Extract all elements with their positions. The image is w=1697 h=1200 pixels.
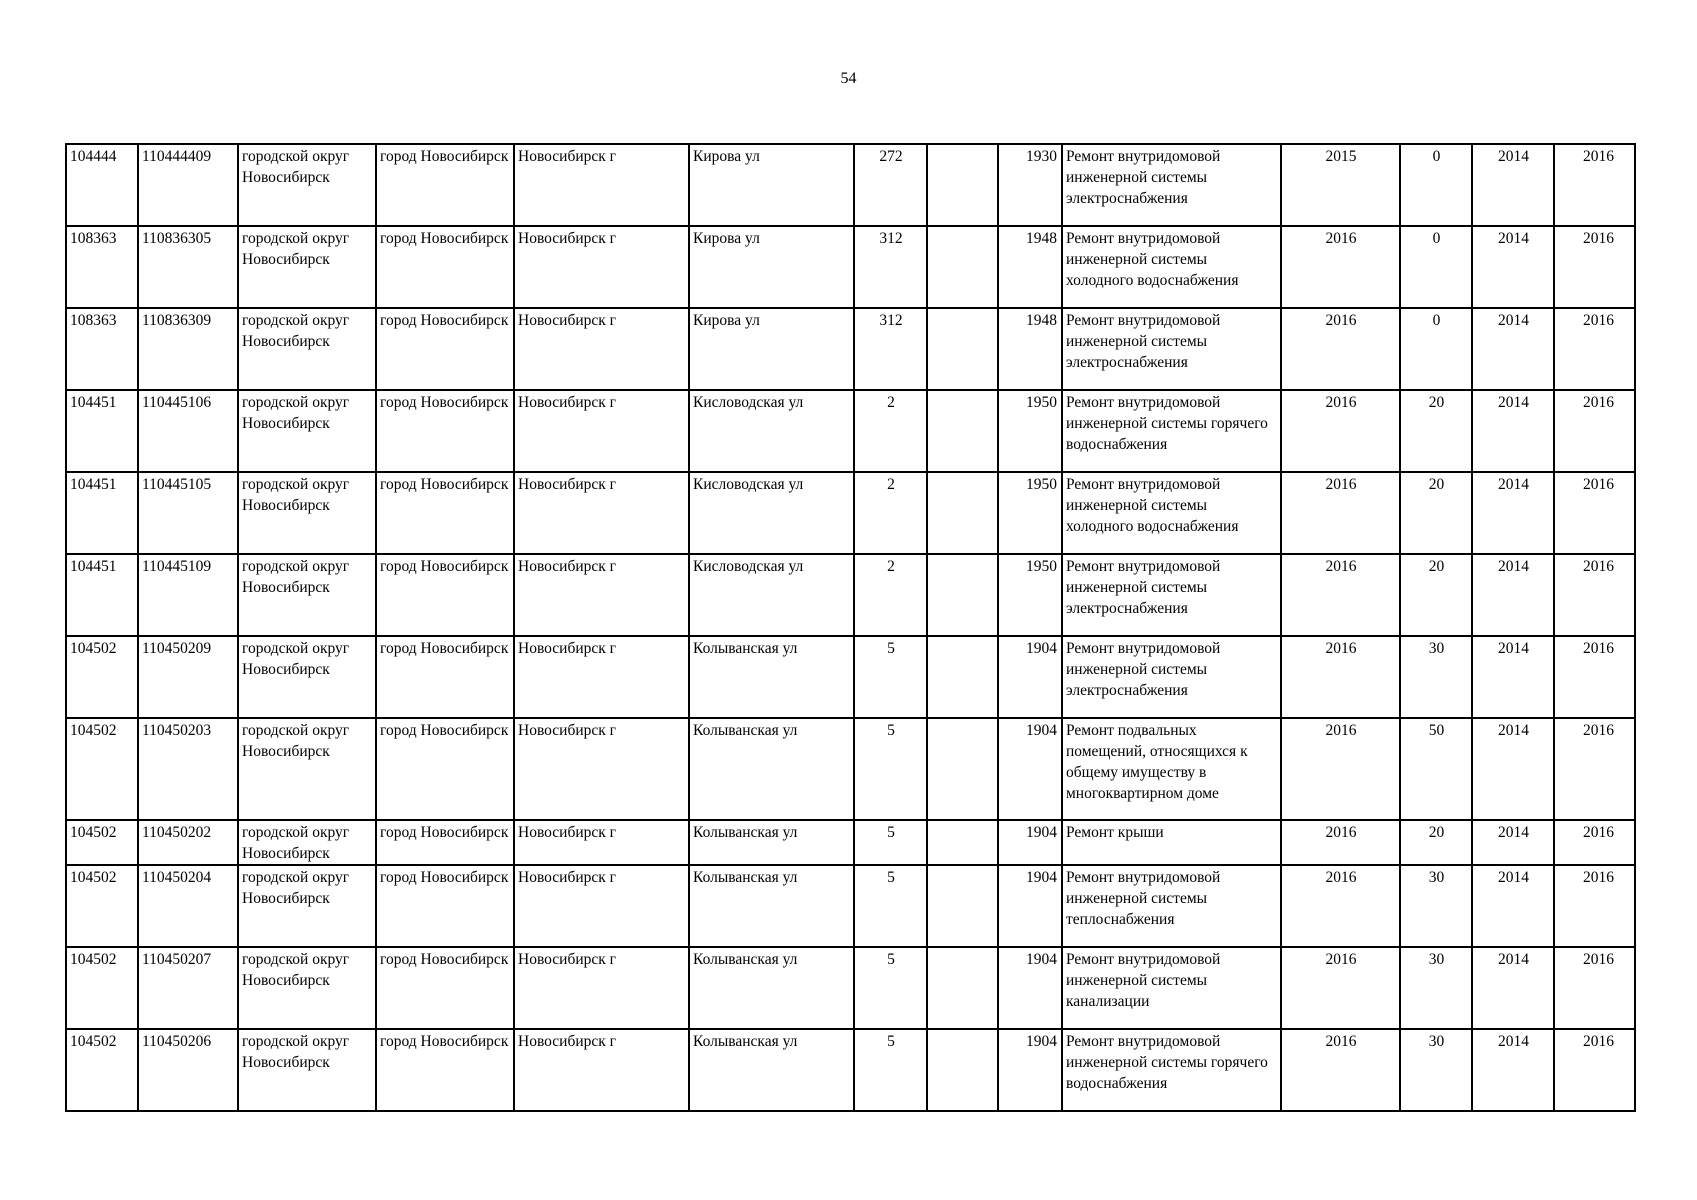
cell-year-built: 1904 xyxy=(998,865,1062,947)
cell-wear: 20 xyxy=(1400,554,1472,636)
cell-plan-year: 2016 xyxy=(1281,636,1400,718)
cell-period-end: 2016 xyxy=(1554,472,1635,554)
cell-locality: Новосибирск г xyxy=(514,308,689,390)
cell-district: городской округ Новосибирск xyxy=(238,820,376,865)
cell-house-id: 104502 xyxy=(66,865,138,947)
cell-locality: Новосибирск г xyxy=(514,144,689,226)
cell-city: город Новосибирск xyxy=(376,865,514,947)
cell-period-start: 2014 xyxy=(1472,820,1554,865)
cell-building xyxy=(927,820,998,865)
cell-district: городской округ Новосибирск xyxy=(238,947,376,1029)
cell-house-id: 104451 xyxy=(66,472,138,554)
cell-house-number: 2 xyxy=(854,390,927,472)
cell-district: городской округ Новосибирск xyxy=(238,472,376,554)
cell-city: город Новосибирск xyxy=(376,390,514,472)
cell-street: Колыванская ул xyxy=(689,718,854,820)
cell-house-id: 104502 xyxy=(66,820,138,865)
cell-district: городской округ Новосибирск xyxy=(238,554,376,636)
cell-city: город Новосибирск xyxy=(376,820,514,865)
cell-period-end: 2016 xyxy=(1554,226,1635,308)
cell-period-end: 2016 xyxy=(1554,820,1635,865)
cell-street: Кисловодская ул xyxy=(689,472,854,554)
cell-year-built: 1904 xyxy=(998,820,1062,865)
cell-work-code: 110450202 xyxy=(138,820,238,865)
cell-street: Кисловодская ул xyxy=(689,390,854,472)
cell-building xyxy=(927,554,998,636)
cell-district: городской округ Новосибирск xyxy=(238,390,376,472)
cell-district: городской округ Новосибирск xyxy=(238,865,376,947)
cell-locality: Новосибирск г xyxy=(514,947,689,1029)
cell-city: город Новосибирск xyxy=(376,226,514,308)
cell-period-end: 2016 xyxy=(1554,308,1635,390)
cell-work-code: 110836309 xyxy=(138,308,238,390)
cell-city: город Новосибирск xyxy=(376,1029,514,1111)
table-row xyxy=(66,308,1635,390)
cell-period-end: 2016 xyxy=(1554,554,1635,636)
cell-house-number: 5 xyxy=(854,636,927,718)
cell-locality: Новосибирск г xyxy=(514,226,689,308)
cell-work-type: Ремонт внутридомовой инженерной системы электроснабжения xyxy=(1062,554,1281,636)
cell-wear: 20 xyxy=(1400,472,1472,554)
cell-street: Колыванская ул xyxy=(689,820,854,865)
cell-house-id: 108363 xyxy=(66,308,138,390)
cell-house-id: 104502 xyxy=(66,947,138,1029)
cell-work-code: 110445105 xyxy=(138,472,238,554)
cell-locality: Новосибирск г xyxy=(514,865,689,947)
cell-period-end: 2016 xyxy=(1554,144,1635,226)
cell-wear: 20 xyxy=(1400,820,1472,865)
cell-district: городской округ Новосибирск xyxy=(238,718,376,820)
cell-street: Кирова ул xyxy=(689,308,854,390)
cell-work-code: 110445109 xyxy=(138,554,238,636)
cell-period-start: 2014 xyxy=(1472,226,1554,308)
cell-wear: 30 xyxy=(1400,1029,1472,1111)
cell-city: город Новосибирск xyxy=(376,472,514,554)
repair-program-table xyxy=(65,143,1636,1112)
cell-locality: Новосибирск г xyxy=(514,472,689,554)
cell-building xyxy=(927,226,998,308)
cell-period-start: 2014 xyxy=(1472,144,1554,226)
cell-building xyxy=(927,865,998,947)
cell-work-code: 110450209 xyxy=(138,636,238,718)
cell-plan-year: 2016 xyxy=(1281,1029,1400,1111)
cell-house-number: 5 xyxy=(854,865,927,947)
cell-locality: Новосибирск г xyxy=(514,636,689,718)
cell-period-start: 2014 xyxy=(1472,718,1554,820)
cell-work-type: Ремонт внутридомовой инженерной системы электроснабжения xyxy=(1062,308,1281,390)
cell-house-number: 5 xyxy=(854,947,927,1029)
cell-work-type: Ремонт внутридомовой инженерной системы канализации xyxy=(1062,947,1281,1029)
cell-plan-year: 2016 xyxy=(1281,390,1400,472)
cell-city: город Новосибирск xyxy=(376,554,514,636)
cell-wear: 20 xyxy=(1400,390,1472,472)
cell-wear: 30 xyxy=(1400,947,1472,1029)
cell-district: городской округ Новосибирск xyxy=(238,144,376,226)
cell-plan-year: 2016 xyxy=(1281,472,1400,554)
cell-building xyxy=(927,144,998,226)
cell-period-start: 2014 xyxy=(1472,472,1554,554)
cell-year-built: 1950 xyxy=(998,390,1062,472)
cell-house-id: 104502 xyxy=(66,636,138,718)
cell-plan-year: 2016 xyxy=(1281,226,1400,308)
cell-work-code: 110836305 xyxy=(138,226,238,308)
cell-period-start: 2014 xyxy=(1472,636,1554,718)
cell-house-number: 312 xyxy=(854,226,927,308)
cell-plan-year: 2016 xyxy=(1281,554,1400,636)
table-row xyxy=(66,226,1635,308)
cell-year-built: 1904 xyxy=(998,1029,1062,1111)
cell-work-code: 110450206 xyxy=(138,1029,238,1111)
table-row xyxy=(66,144,1635,226)
page-number: 54 xyxy=(840,70,857,87)
table-row xyxy=(66,1029,1635,1111)
cell-house-number: 272 xyxy=(854,144,927,226)
table-row xyxy=(66,636,1635,718)
cell-period-end: 2016 xyxy=(1554,1029,1635,1111)
cell-wear: 30 xyxy=(1400,865,1472,947)
cell-district: городской округ Новосибирск xyxy=(238,226,376,308)
cell-wear: 30 xyxy=(1400,636,1472,718)
cell-street: Кирова ул xyxy=(689,226,854,308)
cell-locality: Новосибирск г xyxy=(514,390,689,472)
cell-year-built: 1950 xyxy=(998,472,1062,554)
cell-house-number: 312 xyxy=(854,308,927,390)
cell-street: Кирова ул xyxy=(689,144,854,226)
cell-house-number: 5 xyxy=(854,820,927,865)
cell-locality: Новосибирск г xyxy=(514,554,689,636)
table-row xyxy=(66,865,1635,947)
cell-building xyxy=(927,472,998,554)
cell-period-start: 2014 xyxy=(1472,865,1554,947)
cell-house-id: 108363 xyxy=(66,226,138,308)
cell-house-id: 104444 xyxy=(66,144,138,226)
cell-plan-year: 2016 xyxy=(1281,718,1400,820)
cell-locality: Новосибирск г xyxy=(514,820,689,865)
cell-street: Колыванская ул xyxy=(689,947,854,1029)
table-row xyxy=(66,390,1635,472)
cell-work-type: Ремонт внутридомовой инженерной системы горячего водоснабжения xyxy=(1062,390,1281,472)
cell-street: Колыванская ул xyxy=(689,865,854,947)
cell-period-start: 2014 xyxy=(1472,947,1554,1029)
cell-year-built: 1904 xyxy=(998,636,1062,718)
cell-period-start: 2014 xyxy=(1472,554,1554,636)
table-row xyxy=(66,472,1635,554)
cell-plan-year: 2016 xyxy=(1281,865,1400,947)
cell-house-number: 5 xyxy=(854,1029,927,1111)
cell-work-code: 110450207 xyxy=(138,947,238,1029)
cell-plan-year: 2016 xyxy=(1281,820,1400,865)
cell-wear: 0 xyxy=(1400,226,1472,308)
cell-work-code: 110450204 xyxy=(138,865,238,947)
cell-year-built: 1948 xyxy=(998,226,1062,308)
cell-plan-year: 2015 xyxy=(1281,144,1400,226)
cell-period-start: 2014 xyxy=(1472,1029,1554,1111)
cell-work-type: Ремонт внутридомовой инженерной системы холодного водоснабжения xyxy=(1062,226,1281,308)
cell-building xyxy=(927,636,998,718)
cell-plan-year: 2016 xyxy=(1281,947,1400,1029)
table-row xyxy=(66,718,1635,820)
cell-house-number: 5 xyxy=(854,718,927,820)
table-body xyxy=(66,144,1635,1111)
cell-building xyxy=(927,718,998,820)
cell-city: город Новосибирск xyxy=(376,308,514,390)
cell-house-id: 104502 xyxy=(66,1029,138,1111)
cell-wear: 0 xyxy=(1400,144,1472,226)
cell-district: городской округ Новосибирск xyxy=(238,308,376,390)
cell-street: Колыванская ул xyxy=(689,1029,854,1111)
table-row xyxy=(66,820,1635,865)
cell-year-built: 1950 xyxy=(998,554,1062,636)
cell-locality: Новосибирск г xyxy=(514,1029,689,1111)
cell-house-number: 2 xyxy=(854,554,927,636)
cell-work-type: Ремонт внутридомовой инженерной системы холодного водоснабжения xyxy=(1062,472,1281,554)
cell-period-start: 2014 xyxy=(1472,308,1554,390)
cell-building xyxy=(927,390,998,472)
cell-city: город Новосибирск xyxy=(376,636,514,718)
cell-year-built: 1904 xyxy=(998,947,1062,1029)
cell-work-type: Ремонт внутридомовой инженерной системы горячего водоснабжения xyxy=(1062,1029,1281,1111)
cell-district: городской округ Новосибирск xyxy=(238,1029,376,1111)
table-row xyxy=(66,554,1635,636)
cell-wear: 50 xyxy=(1400,718,1472,820)
cell-period-end: 2016 xyxy=(1554,718,1635,820)
cell-work-code: 110450203 xyxy=(138,718,238,820)
cell-street: Колыванская ул xyxy=(689,636,854,718)
cell-city: город Новосибирск xyxy=(376,144,514,226)
cell-period-end: 2016 xyxy=(1554,865,1635,947)
cell-plan-year: 2016 xyxy=(1281,308,1400,390)
cell-work-type: Ремонт подвальных помещений, относящихся к общему имуществу в многоквартирном доме xyxy=(1062,718,1281,820)
cell-work-type: Ремонт внутридомовой инженерной системы электроснабжения xyxy=(1062,144,1281,226)
cell-city: город Новосибирск xyxy=(376,718,514,820)
cell-work-type: Ремонт внутридомовой инженерной системы электроснабжения xyxy=(1062,636,1281,718)
cell-year-built: 1948 xyxy=(998,308,1062,390)
cell-period-end: 2016 xyxy=(1554,390,1635,472)
cell-city: город Новосибирск xyxy=(376,947,514,1029)
cell-building xyxy=(927,308,998,390)
cell-period-start: 2014 xyxy=(1472,390,1554,472)
cell-house-id: 104502 xyxy=(66,718,138,820)
cell-building xyxy=(927,947,998,1029)
cell-work-code: 110444409 xyxy=(138,144,238,226)
cell-street: Кисловодская ул xyxy=(689,554,854,636)
cell-building xyxy=(927,1029,998,1111)
cell-house-id: 104451 xyxy=(66,390,138,472)
cell-locality: Новосибирск г xyxy=(514,718,689,820)
cell-year-built: 1904 xyxy=(998,718,1062,820)
cell-house-id: 104451 xyxy=(66,554,138,636)
cell-period-end: 2016 xyxy=(1554,636,1635,718)
cell-wear: 0 xyxy=(1400,308,1472,390)
cell-period-end: 2016 xyxy=(1554,947,1635,1029)
cell-year-built: 1930 xyxy=(998,144,1062,226)
cell-house-number: 2 xyxy=(854,472,927,554)
table-row xyxy=(66,947,1635,1029)
cell-work-type: Ремонт внутридомовой инженерной системы теплоснабжения xyxy=(1062,865,1281,947)
cell-district: городской округ Новосибирск xyxy=(238,636,376,718)
cell-work-type: Ремонт крыши xyxy=(1062,820,1281,865)
cell-work-code: 110445106 xyxy=(138,390,238,472)
